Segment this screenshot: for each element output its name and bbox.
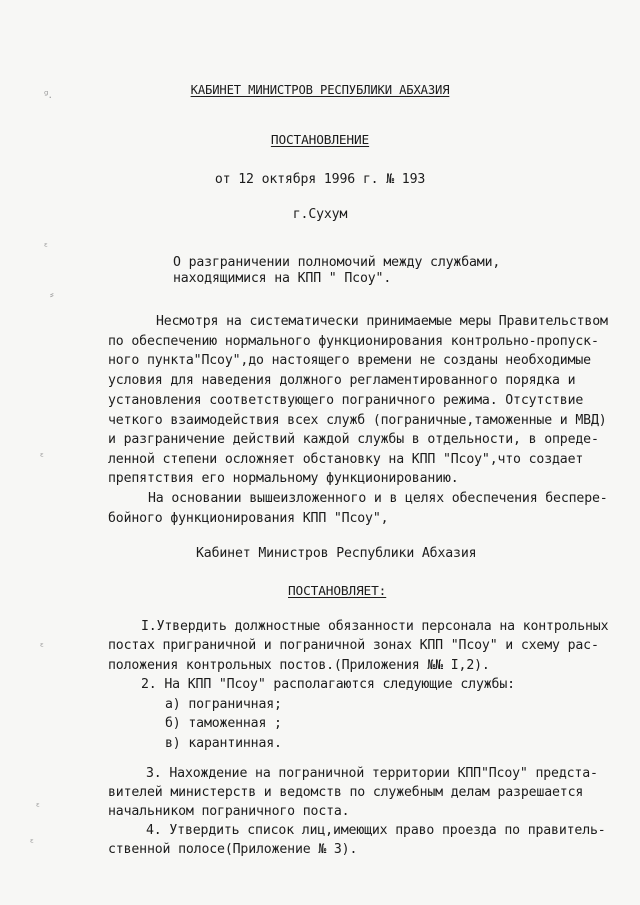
item-line: I.Утвердить должностные обязанности персонала на контрольных [141, 619, 609, 634]
paragraph-line: по обеспечению нормального функционирования контрольно-пропуск- [108, 334, 599, 349]
item-line: 3. Нахождение на пограничной территории КПП"Псоу" предста- [146, 766, 598, 781]
item-line: вителей министерств и ведомств по служебным делам разрешается [108, 785, 584, 800]
margin-mark: ᵋ [30, 836, 34, 849]
service-list-item: б) таможенная ; [165, 716, 282, 731]
city: г.Сухум [292, 207, 348, 222]
margin-mark: ᵋ [44, 240, 48, 253]
margin-mark: ᵋ [40, 450, 44, 463]
paragraph-line: На основании вышеизложенного и в целях обеспечения беспере- [148, 491, 608, 506]
paragraph-line: и разграничение действий каждой службы в отдельности, в опреде- [108, 432, 599, 447]
item-line: 4. Утвердить список лиц,имеющих право проезда по правитель- [146, 823, 606, 838]
item-line: 2. На КПП "Псоу" располагаются следующие службы: [141, 677, 515, 692]
issuer-line: Кабинет Министров Республики Абхазия [196, 546, 477, 561]
margin-mark: ᵋ [40, 640, 44, 653]
paragraph-line: ленной степени осложняет обстановку на КПП "Псоу",что создает [108, 452, 584, 467]
document-type: ПОСТАНОВЛЕНИЕ [270, 133, 370, 148]
date-and-number: от 12 октября 1996 г. № 193 [214, 172, 426, 187]
paragraph-line: установления соответствующего пограничного режима. Отсутствие [108, 393, 584, 408]
margin-mark: ᵍ. [44, 88, 52, 101]
item-line: начальником пограничного поста. [108, 804, 350, 819]
paragraph-line: условия для наведения должного регламентированного порядка и [108, 373, 576, 388]
paragraph-line: Несмотря на систематически принимаемые меры Правительством [156, 314, 608, 329]
paragraph-line: ного пункта"Псоу",до настоящего времени не созданы необходимые [108, 353, 591, 368]
subject-line: О разграничении полномочий между службами, [173, 255, 501, 270]
margin-mark: ᵋ [36, 800, 40, 813]
service-list-item: а) пограничная; [165, 697, 282, 712]
subject-line: находящимися на КПП " Псоу". [173, 271, 392, 286]
service-list-item: в) карантинная. [165, 736, 282, 751]
organization-title: КАБИНЕТ МИНИСТРОВ РЕСПУБЛИКИ АБХАЗИЯ [190, 83, 450, 97]
paragraph-line: препятствия его нормальному функционированию. [108, 471, 459, 486]
paragraph-line: бойного функционирования КПП "Псоу", [108, 511, 389, 526]
item-line: положения контрольных постов.(Приложения №№ I,2). [108, 658, 490, 673]
item-line: постах приграничной и пограничной зонах КПП "Псоу" и схему рас- [108, 638, 599, 653]
item-line: ственной полосе(Приложение № 3). [108, 842, 358, 857]
resolves-heading: ПОСТАНОВЛЯЕТ: [288, 584, 387, 599]
paragraph-line: четкого взаимодействия всех служб (пограничные,таможенные и МВД) [108, 413, 607, 428]
margin-mark: ⸗ [50, 288, 54, 301]
